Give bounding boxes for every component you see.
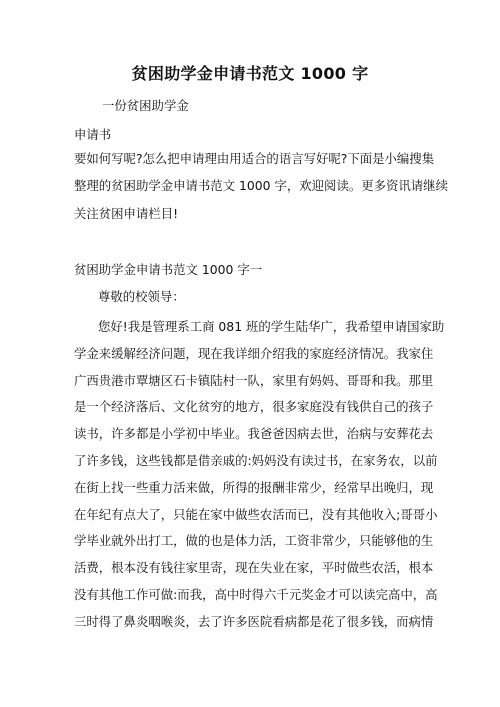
document-label: 申请书 bbox=[74, 127, 112, 142]
document-title: 贫困助学金申请书范文 1000 字 bbox=[131, 64, 369, 83]
body-line: 广西贵港市覃塘区石卡镇陆村一队，家里有妈妈、哥哥和我。那里 bbox=[74, 373, 434, 388]
body-line: 三时得了鼻炎咽喉炎，去了许多医院看病都是花了很多钱，而病情 bbox=[74, 614, 434, 629]
intro-line: 要如何写呢?怎么把申请理由用适合的语言写好呢?下面是小编搜集 bbox=[74, 151, 435, 166]
body-line: 在街上找一些重力活来做，所得的报酬非常少，经常早出晚归，现 bbox=[74, 480, 434, 495]
body-line: 在年纪有点大了，只能在家中做些农活而已，没有其他收入;哥哥小 bbox=[74, 507, 438, 522]
body-line: 活费，根本没有钱往家里寄，现在失业在家，平时做些农活，根本 bbox=[74, 560, 434, 575]
body-line: 学金来缓解经济问题，现在我详细介绍我的家庭经济情况。我家住 bbox=[74, 346, 434, 361]
document-subtitle: 一份贫困助学金 bbox=[102, 98, 189, 113]
body-line: 读书，许多都是小学初中毕业。我爸爸因病去世，治病与安葬花去 bbox=[74, 426, 434, 441]
body-line: 了许多钱，这些钱都是借亲戚的:妈妈没有读过书，在家务农，以前 bbox=[74, 453, 438, 468]
section-heading: 贫困助学金申请书范文 1000 字一 bbox=[74, 262, 263, 277]
body-line: 您好!我是管理系工商 081 班的学生陆华广，我希望申请国家助 bbox=[98, 319, 445, 334]
body-line: 是一个经济落后、文化贫穷的地方，很多家庭没有钱供自己的孩子 bbox=[74, 399, 434, 414]
body-line: 学毕业就外出打工，做的也是体力活，工资非常少，只能够他的生 bbox=[74, 533, 434, 548]
intro-line: 关注贫困申请栏目! bbox=[74, 206, 179, 221]
body-line: 没有其他工作可做:而我，高中时得六千元奖金才可以读完高中，高 bbox=[74, 587, 438, 602]
intro-line: 整理的贫困助学金申请书范文 1000 字，欢迎阅读。更多资讯请继续 bbox=[74, 178, 448, 193]
salutation: 尊敬的校领导： bbox=[98, 289, 185, 304]
